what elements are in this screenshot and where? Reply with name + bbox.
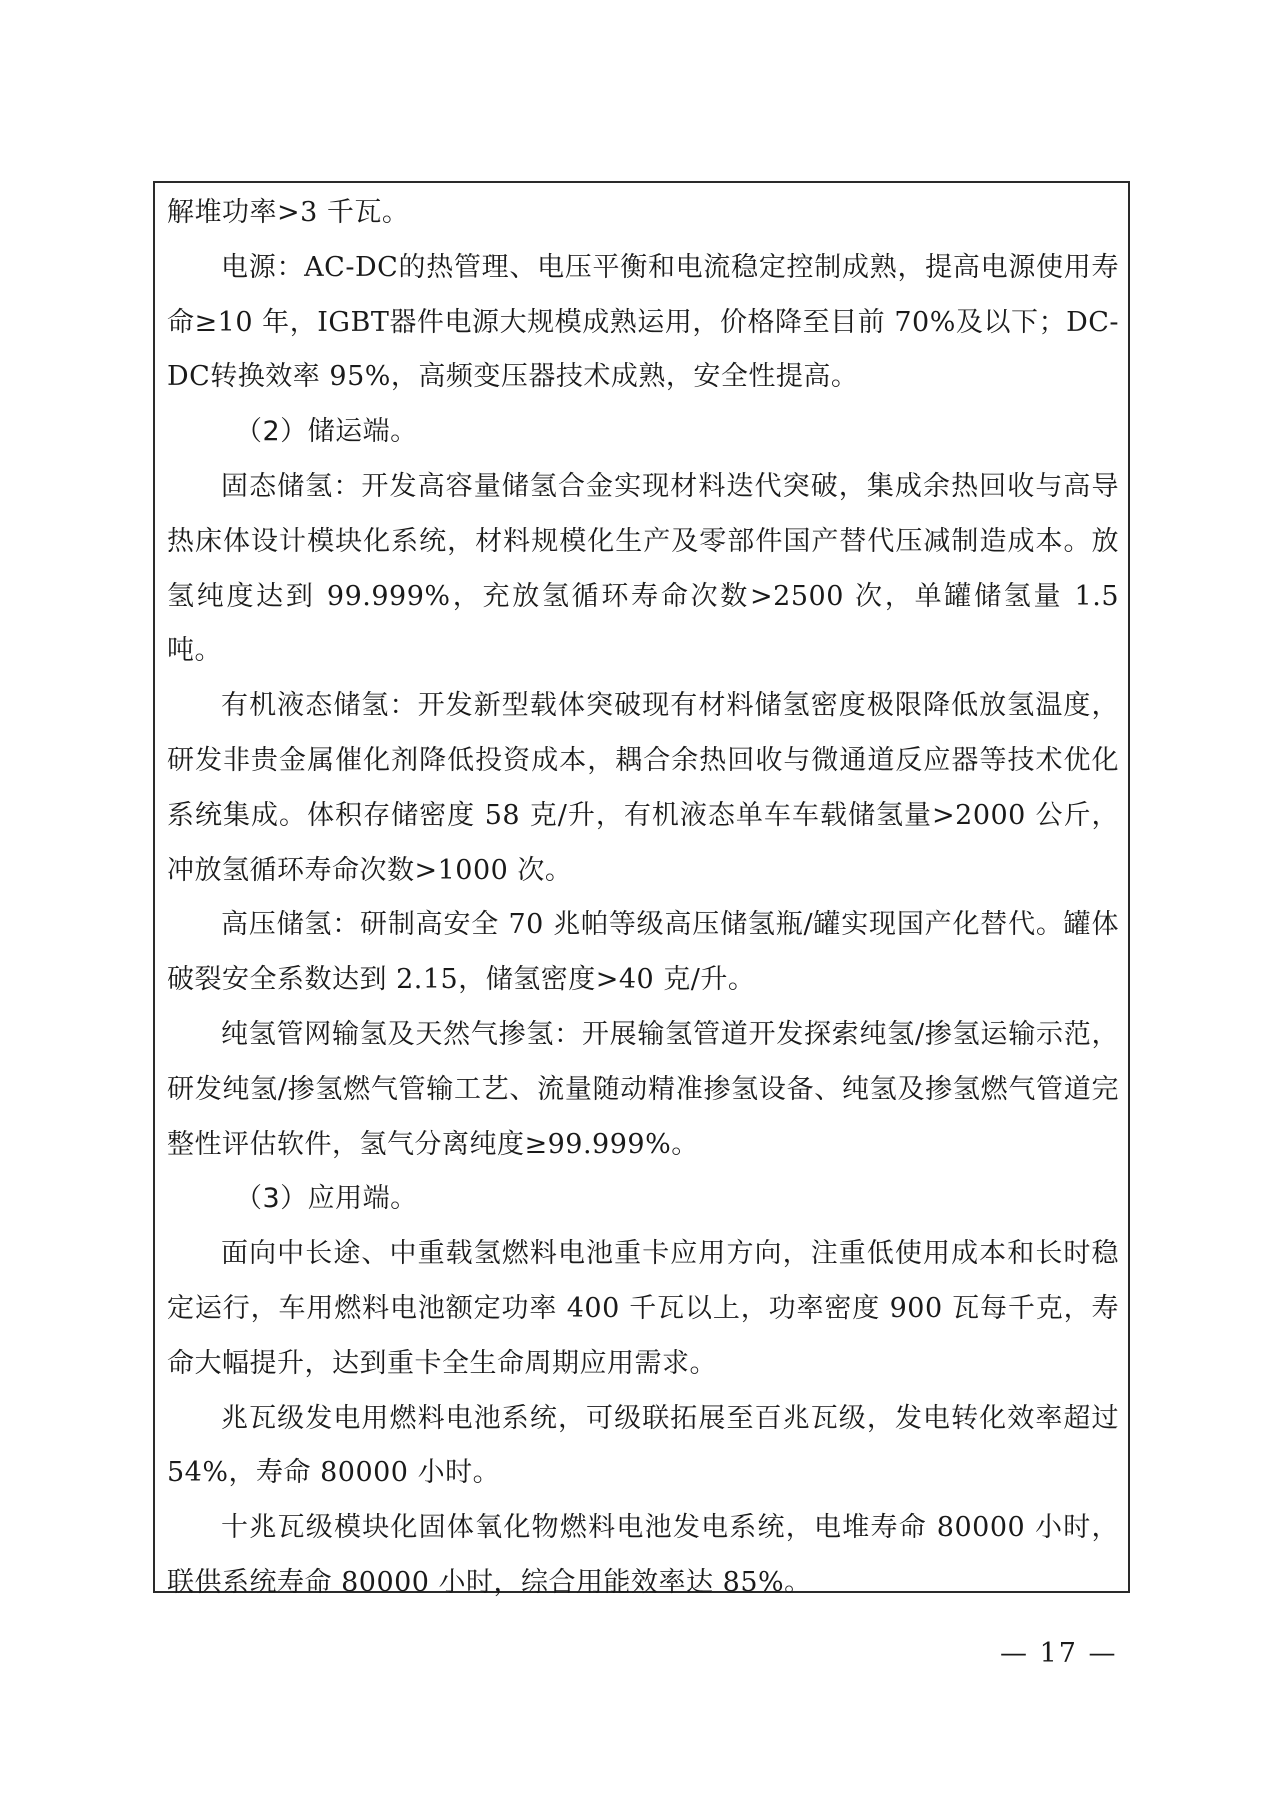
section-heading-application: （3）应用端。	[235, 1183, 418, 1215]
paragraph-high-pressure-storage: 高压储氢：研制高安全 70 兆帕等级高压储氢瓶/罐实现国产化替代。罐体破裂安全系数达到 2.15，储氢密度>40 克/升。	[167, 909, 1119, 996]
document-body	[167, 186, 1119, 1611]
section-heading-storage: （2）储运端。	[235, 416, 418, 448]
paragraph-solid-storage: 固态储氢：开发高容量储氢合金实现材料迭代突破，集成余热回收与高导热床体设计模块化系统，材料规模化生产及零部件国产替代压减制造成本。放氢纯度达到 99.999%，充放氢循环寿命次数>2500 次，单罐储氢量 1.5 吨。	[167, 470, 1119, 667]
paragraph-pipeline: 纯氢管网输氢及天然气掺氢：开展输氢管道开发探索纯氢/掺氢运输示范，研发纯氢/掺氢燃气管输工艺、流量随动精准掺氢设备、纯氢及掺氢燃气管道完整性评估软件，氢气分离纯度≥99.999%。	[167, 1018, 1119, 1160]
paragraph-continuation: 解堆功率>3 千瓦。	[167, 197, 410, 228]
paragraph-organic-liquid-storage: 有机液态储氢：开发新型载体突破现有材料储氢密度极限降低放氢温度，研发非贵金属催化剂降低投资成本，耦合余热回收与微通道反应器等技术优化系统集成。体积存储密度 58 克/升，有机液态单车车载储氢量>2000 公斤，冲放氢循环寿命次数>1000 次。	[167, 690, 1119, 886]
paragraph-power-supply: 电源：AC-DC的热管理、电压平衡和电流稳定控制成熟，提高电源使用寿命≥10 年，IGBT器件电源大规模成熟运用，价格降至目前 70%及以下；DC-DC转换效率 95%，高频变压器技术成熟，安全性提高。	[167, 251, 1119, 393]
paragraph-heavy-truck: 面向中长途、中重载氢燃料电池重卡应用方向，注重低使用成本和长时稳定运行，车用燃料电池额定功率 400 千瓦以上，功率密度 900 瓦每千克，寿命大幅提升，达到重卡全生命周期应用需求。	[167, 1238, 1119, 1379]
page-number: — 17 —	[1000, 1638, 1118, 1669]
paragraph-sofc: 十兆瓦级模块化固体氧化物燃料电池发电系统，电堆寿命 80000 小时，联供系统寿命 80000 小时，综合用能效率达 85%。	[167, 1512, 1119, 1598]
paragraph-megawatt-power: 兆瓦级发电用燃料电池系统，可级联拓展至百兆瓦级，发电转化效率超过 54%，寿命 80000 小时。	[167, 1402, 1119, 1489]
